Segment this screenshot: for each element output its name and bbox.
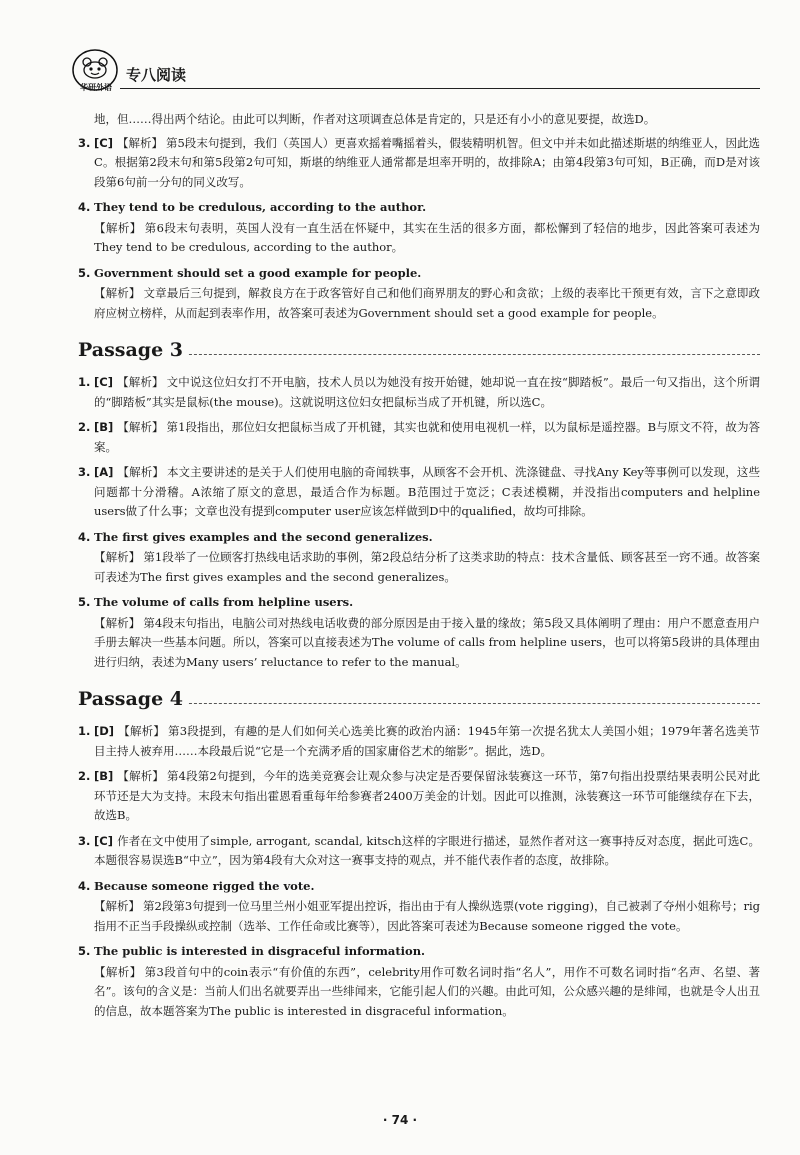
item-number: 3.	[78, 135, 91, 150]
answer-sentence: They tend to be credulous, according to the author.	[94, 200, 427, 214]
item-number: 5.	[78, 265, 91, 280]
answer-choice: [C]	[94, 135, 113, 150]
item-number: 3.	[78, 833, 91, 848]
analysis-text: 第4段第2句提到，今年的选美竞赛会让观众参与决定是否要保留泳装赛这一环节，第7句指出投票结果表明公民对此环节还是大为支持。末段末句指出霍恩看重每年给参赛者2400万美金的计划。因此可以推测，泳装赛这一环节可能继续存在下去，故选B。	[94, 769, 761, 822]
analysis-text: 文中说这位妇女打不开电脑，技术人员以为她没有按开始键，她却说一直在按“脚踏板”。最后一句又指出，这个所谓的“脚踏板”其实是鼠标(the mouse)。这就说明这位妇女把鼠标当成了开机键，所以选C。	[94, 375, 760, 409]
page-number: · 74 ·	[382, 1113, 418, 1127]
answer-item	[78, 264, 760, 324]
analysis-tag: 【解析】	[116, 135, 163, 150]
page-header	[70, 48, 750, 96]
analysis-tag: 【解析】	[94, 550, 141, 564]
item-number: 2.	[78, 420, 91, 434]
answer-item	[78, 373, 760, 412]
answer-item	[78, 722, 760, 761]
analysis-text: 文章最后三句提到，解救良方在于政客管好自己和他们商界朋友的野心和贪欲；上级的表率比干预更有效，言下之意即政府应树立榜样，从而起到表率作用，故答案可表述为Government should set a good example for people。	[94, 286, 761, 320]
item-number: 5.	[78, 595, 91, 609]
analysis-text: 本文主要讲述的是关于人们使用电脑的奇闻轶事，从顾客不会开机、洗涤键盘、寻找Any Key等事例可以发现，这些问题都十分滑稽。A浓缩了原文的意思，最适合作为标题。B范围过于宽泛；C表述模糊，并没指出computers and helpline users做了什么事；文章也没有提到computer user应该怎样做到D中的qualified，故均可排除。	[94, 465, 760, 518]
section-divider	[174, 703, 760, 704]
answer-content	[78, 110, 760, 1027]
item-number: 4.	[78, 529, 91, 544]
analysis-tag: 【解析】	[116, 375, 164, 389]
answer-choice: [A]	[94, 465, 114, 479]
analysis-text: 第1段举了一位顾客打热线电话求助的事例，第2段总结分析了这类求助的特点：技术含量低、顾客甚至一窍不通。故答案可表述为The first gives examples and the second generalizes。	[94, 550, 760, 584]
analysis-text: 第4段末句指出，电脑公司对热线电话收费的部分原因是由于接入量的缘故；第5段又具体阐明了理由：用户不愿意查用户手册去解决一些基本问题。所以，答案可以直接表述为The volume of calls from helpline users，也可以将第5段讲的具体理由进行归纳，表述为Many users’ reluctance to refer to the manual。	[94, 615, 760, 669]
section-divider	[174, 354, 760, 355]
analysis-text: 第3段首句中的coin表示“有价值的东西”，celebrity用作可数名词时指“名人”，用作不可数名词时指“名声、名望、著名”。该句的含义是：当前人们出名就要弄出一些绯闻来，它能引起人们的兴趣。由此可知，公众感兴趣的是绯闻，也就是令人出丑的信息，故本题答案为The public is interested in disgraceful information。	[94, 964, 760, 1018]
answer-item	[78, 942, 760, 1021]
answer-item	[78, 463, 760, 522]
answer-item	[78, 767, 760, 826]
analysis-text: 第2段第3句提到一位马里兰州小姐亚军提出控诉，指出由于有人操纵选票(vote rigging)，自己被剥了夺州小姐称号；rig指用不正当手段操纵或控制（选举、工作任命或比赛等），因此答案可表述为Because someone rigged the vote。	[94, 899, 760, 933]
answer-item	[78, 593, 760, 672]
analysis-tag: 【解析】	[94, 899, 140, 913]
answer-sentence: Because someone rigged the vote.	[94, 878, 315, 893]
analysis-tag: 【解析】	[94, 286, 141, 300]
answer-choice: [C]	[94, 833, 113, 848]
item-number: 4.	[78, 200, 91, 214]
section-title: Passage 3	[78, 341, 187, 361]
answer-item	[78, 198, 760, 258]
passage-4-heading	[78, 690, 760, 714]
analysis-tag: 【解析】	[118, 724, 166, 738]
analysis-tag: 【解析】	[94, 615, 141, 630]
item-number: 3.	[78, 465, 91, 479]
analysis-tag: 【解析】	[117, 465, 164, 479]
logo-text: 华研外语	[80, 83, 112, 92]
analysis-text: 第6段末句表明，英国人没有一直生活在怀疑中，其实在生活的很多方面，都松懈到了轻信的地步，因此答案可表述为They tend to be credulous, according to the author。	[94, 220, 760, 254]
passage-4-items	[78, 722, 760, 1021]
answer-item	[78, 134, 760, 193]
passage-2-items	[78, 134, 760, 324]
answer-item	[78, 528, 760, 588]
analysis-tag: 【解析】	[117, 769, 165, 783]
item-number: 1.	[78, 724, 91, 738]
analysis-text: 第3段提到，有趣的是人们如何关心选美比赛的政治内涵：1945年第一次提名犹太人美国小姐；1979年著名选美节目主持人被弃用……本段最后说“它是一个充满矛盾的国家庸俗艺术的缩影”。据此，选D。	[94, 724, 760, 758]
passage-3-items	[78, 373, 760, 672]
answer-sentence: The public is interested in disgraceful information.	[94, 944, 426, 958]
header-divider	[120, 88, 760, 89]
answer-item	[78, 418, 760, 457]
answer-choice: [C]	[94, 375, 113, 389]
section-title: Passage 4	[78, 690, 187, 710]
analysis-text: 第1段指出，那位妇女把鼠标当成了开机键，其实也就和使用电视机一样，以为鼠标是遥控器。B与原文不符，故为答案。	[94, 420, 760, 454]
book-title: 专八阅读	[126, 66, 187, 84]
analysis-tag: 【解析】	[94, 964, 142, 979]
item-number: 1.	[78, 375, 91, 389]
item-number: 2.	[78, 769, 91, 783]
analysis-tag: 【解析】	[94, 220, 142, 235]
answer-choice: [B]	[94, 420, 114, 434]
continued-explanation: 地，但……得出两个结论。由此可以判断，作者对这项调查总体是肯定的，只是还有小小的意见要提，故选D。	[94, 112, 656, 126]
passage-3-heading	[78, 341, 760, 365]
answer-item	[78, 877, 760, 937]
answer-choice: [D]	[94, 724, 115, 738]
answer-item	[78, 832, 760, 871]
analysis-text: 第5段末句提到，我们（英国人）更喜欢摇着嘴摇着头，假装精明机智。但文中并未如此描述斯堪的纳维亚人，因此选C。根据第2段末句和第5段第2句可知，斯堪的纳维亚人通常都是坦率开明的，故排除A；由第4段第3句可知，B正确，而D是对该段第6句前一分句的同义改写。	[94, 135, 761, 189]
answer-sentence: Government should set a good example for people.	[94, 265, 422, 280]
answer-choice: [B]	[94, 769, 114, 783]
analysis-text: 作者在文中使用了simple, arrogant, scandal, kitsch这样的字眼进行描述，显然作者对这一赛事持反对态度，据此可选C。本题很容易误选B“中立”，因为第4段有大众对这一赛事支持的观点，并不能代表作者的态度，故排除。	[94, 833, 760, 867]
analysis-tag: 【解析】	[117, 420, 164, 434]
item-number: 4.	[78, 878, 91, 893]
answer-sentence: The volume of calls from helpline users.	[94, 595, 354, 609]
answer-sentence: The first gives examples and the second generalizes.	[94, 529, 433, 544]
item-number: 5.	[78, 944, 91, 958]
